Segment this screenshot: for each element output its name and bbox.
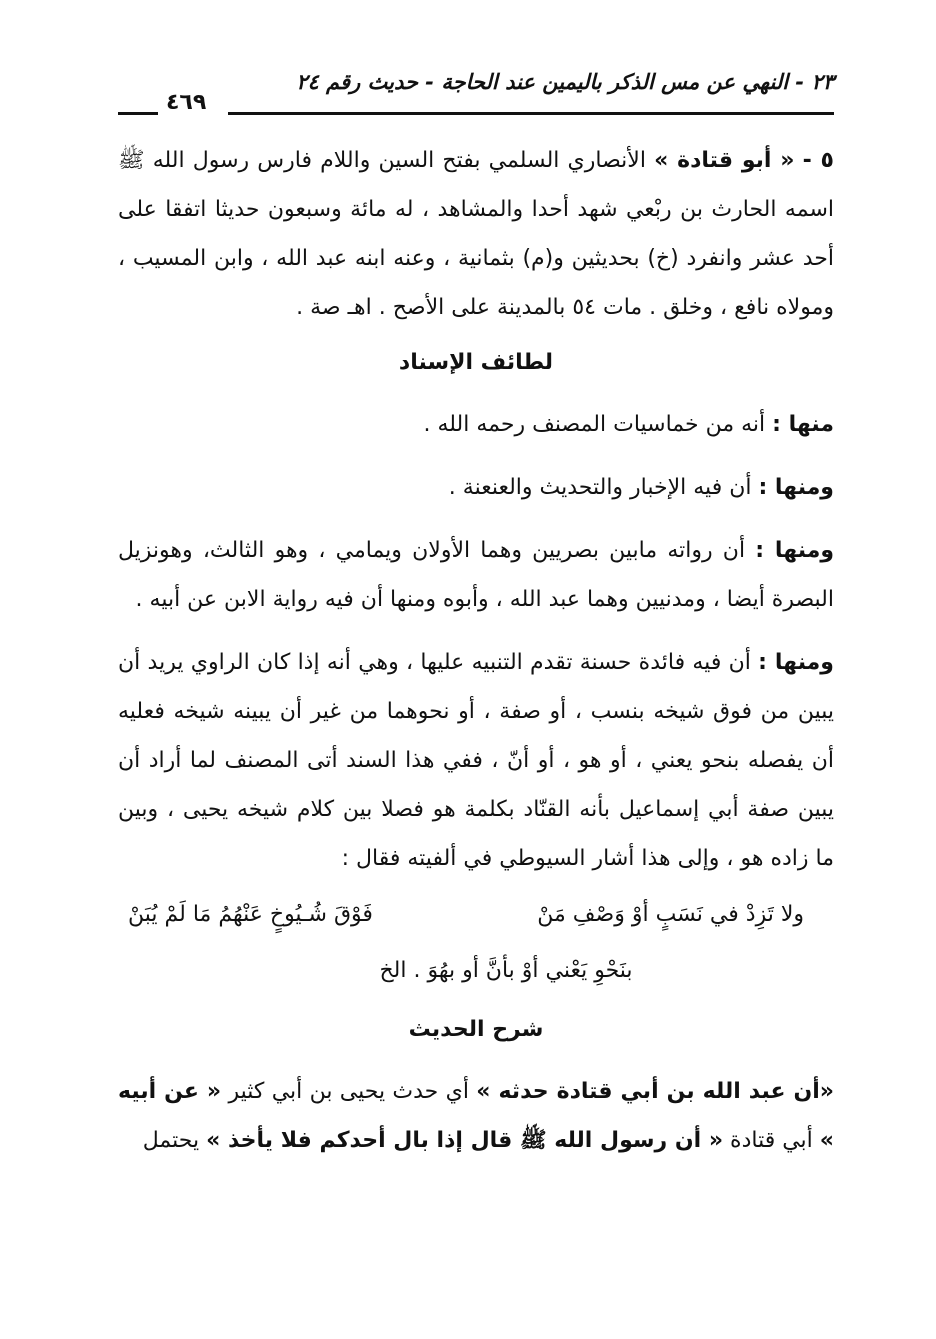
- isnad-item: [118, 463, 834, 512]
- item-text: أنه من خماسيات المصنف رحمه الله .: [423, 412, 773, 437]
- item-label: ومنها :: [758, 650, 834, 675]
- sharh-text-1: أي حدث يحيى بن أبي كثير: [221, 1079, 477, 1104]
- sharh-text-3: يحتمل: [142, 1128, 207, 1153]
- header-rule-left: [118, 112, 158, 115]
- poem-verse: [118, 887, 834, 999]
- sharh-text-2: أبي قتادة: [723, 1128, 820, 1153]
- item-text: أن فيه فائدة حسنة تقدم التنبيه عليها ، وهي أنه إذا كان الراوي يريد أن يبين من فوق شيخه بنسب ، أو صفة ، أو نحوهما من غير أن يبينه شيخه فعليه أن يفصله بنحو يعني ، أو هو ، أو أنّ ، ففي هذا السند أتى المصنف لما أراد أن يبين صفة أبي إسماعيل بأنه القنّاد بكلمة هو فصلا بين كلام شيخه يحيى ، وبين ما زاده هو ، وإلى هذا أشار السيوطي في ألفيته فقال :: [118, 650, 834, 871]
- isnad-item: [118, 400, 834, 449]
- running-header: [118, 66, 834, 116]
- bio-text: الأنصاري السلمي بفتح السين واللام فارس رسول الله ﷺ اسمه الحارث بن ربْعي شهد أحدا والمشاهد ، له مائة وسبعون حديثا اتفقا على أحد عشر وانفرد (خ) بحديثين و(م) بثمانية ، وعنه ابنه عبد الله ، وابن المسيب ، ومولاه نافع ، وخلق . مات ٥٤ بالمدينة على الأصح . اهـ صة .: [118, 148, 834, 320]
- section-heading-isnad: لطائف الإسناد: [398, 350, 554, 375]
- item-label: ومنها :: [755, 538, 834, 563]
- item-label: منها :: [772, 412, 834, 437]
- quote-2: « عن أبيه »: [118, 1079, 834, 1153]
- isnad-item: [118, 638, 834, 883]
- bio-name: « أبو قتادة »: [654, 148, 795, 173]
- sharh-paragraph: [118, 1067, 834, 1165]
- item-label: ومنها :: [758, 475, 834, 500]
- poem-line-2: بنَحْوِ يَعْني أوْ بأنَّ أو بهُوَ . الخ: [379, 958, 633, 983]
- poem-line-1: [118, 887, 834, 943]
- item-text: أن فيه الإخبار والتحديث والعنعنة .: [448, 475, 759, 500]
- page-content: [118, 136, 834, 1165]
- narrator-bio: [118, 136, 834, 332]
- poem-hemistich-right: ولا تَزِدْ في نَسَبٍ أوْ وَصْفِ مَنْ: [537, 902, 804, 927]
- isnad-item: [118, 526, 834, 624]
- bio-number: ٥ -: [802, 148, 834, 173]
- header-title: ٢٣ - النهي عن مس الذكر باليمين عند الحاجة - حديث رقم ٢٤: [296, 70, 834, 94]
- quote-1: «أن عبد الله بن أبي قتادة حدثه »: [476, 1079, 835, 1104]
- item-text: أن رواته مابين بصريين وهما الأولان ويمامي ، وهو الثالث، وهونزيل البصرة أيضا ، ومدنيين وهما عبد الله ، وأبوه ومنها أن فيه رواية الابن عن أبيه .: [118, 538, 834, 612]
- quote-3: « أن رسول الله ﷺ قال إذا بال أحدكم فلا يأخذ »: [206, 1128, 724, 1153]
- header-rule: [228, 112, 834, 115]
- poem-hemistich-left: فَوْقَ شُـيُوخٍ عَنْهُمُ مَا لَمْ يُبَنْ: [128, 902, 373, 927]
- section-heading-sharh: شرح الحديث: [408, 1017, 544, 1042]
- page-number: ٤٦٩: [166, 90, 207, 115]
